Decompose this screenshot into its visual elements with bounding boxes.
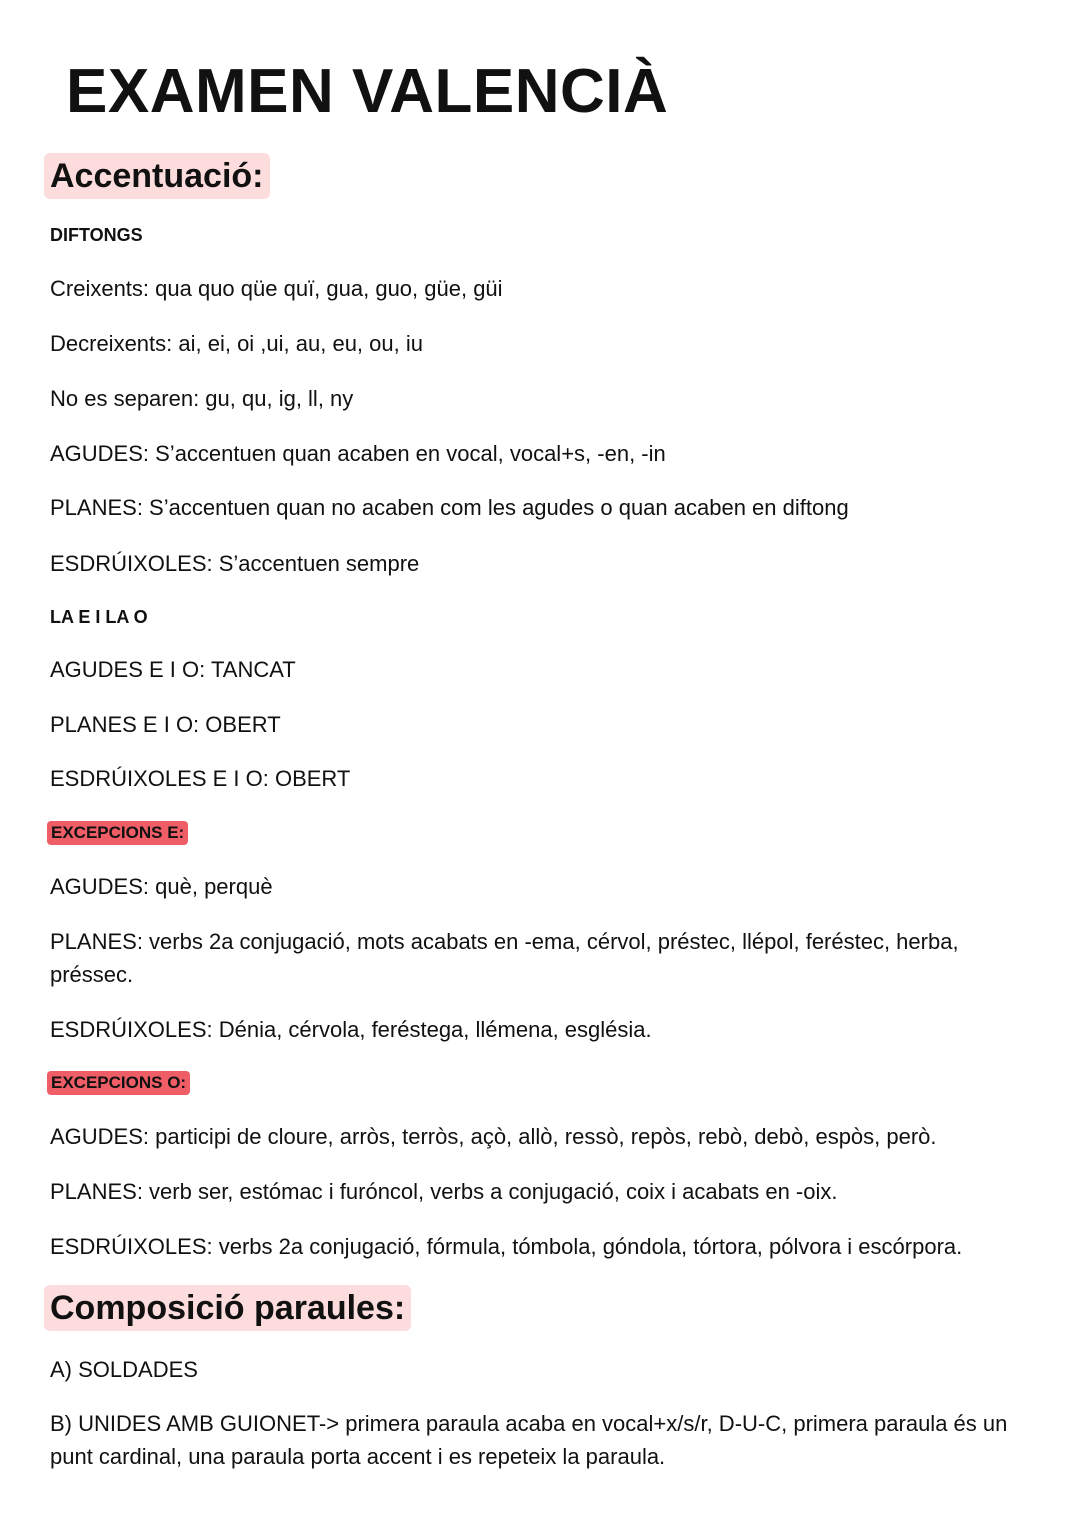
line-exc-e-agudes: AGUDES: què, perquè [50, 874, 273, 899]
line-esdruixoles: ESDRÚIXOLES: S’accentuen sempre [50, 551, 420, 576]
line-exc-o-agudes: AGUDES: participi de cloure, arròs, terròs, açò, allò, ressò, repòs, rebò, debò, espòs, però. [50, 1124, 937, 1149]
badge-excepcions-o: EXCEPCIONS O: [47, 1071, 190, 1095]
line-decreixents: Decreixents: ai, ei, oi ,ui, au, eu, ou, iu [50, 331, 423, 356]
subheading-diftongs: DIFTONGS [50, 225, 143, 245]
page-title: EXAMEN VALENCIÀ [66, 57, 669, 126]
section-heading-accentuacio: Accentuació: [44, 153, 270, 199]
line-planes-eo: PLANES E I O: OBERT [50, 712, 281, 737]
line-exc-o-planes: PLANES: verb ser, estómac i furóncol, verbs a conjugació, coix i acabats en -oix. [50, 1179, 838, 1204]
line-exc-e-planes: PLANES: verbs 2a conjugació, mots acabats en -ema, cérvol, préstec, llépol, feréstec, herba, préssec. [50, 929, 959, 987]
line-soldades: A) SOLDADES [50, 1357, 198, 1382]
section-heading-composicio: Composició paraules: [44, 1285, 411, 1331]
line-unides-amb-guionet: B) UNIDES AMB GUIONET-> primera paraula acaba en vocal+x/s/r, D-U-C, primera paraula és un punt cardinal, una paraula porta accent i es repeteix la paraula. [50, 1411, 1008, 1469]
line-agudes-eo: AGUDES E I O: TANCAT [50, 657, 296, 682]
line-exc-e-esdruixoles: ESDRÚIXOLES: Dénia, cérvola, feréstega, llémena, església. [50, 1017, 652, 1042]
line-exc-o-esdruixoles: ESDRÚIXOLES: verbs 2a conjugació, fórmula, tómbola, góndola, tórtora, pólvora i escórpora. [50, 1234, 963, 1259]
line-planes: PLANES: S’accentuen quan no acaben com les agudes o quan acaben en diftong [50, 495, 849, 520]
line-esdruixoles-eo: ESDRÚIXOLES E I O: OBERT [50, 766, 351, 791]
line-no-es-separen: No es separen: gu, qu, ig, ll, ny [50, 386, 354, 411]
subheading-la-e-i-la-o: LA E I LA O [50, 607, 148, 627]
line-agudes: AGUDES: S’accentuen quan acaben en vocal, vocal+s, -en, -in [50, 441, 666, 466]
badge-excepcions-e: EXCEPCIONS E: [47, 821, 188, 845]
line-creixents: Creixents: qua quo qüe quï, gua, guo, güe, güi [50, 276, 503, 301]
